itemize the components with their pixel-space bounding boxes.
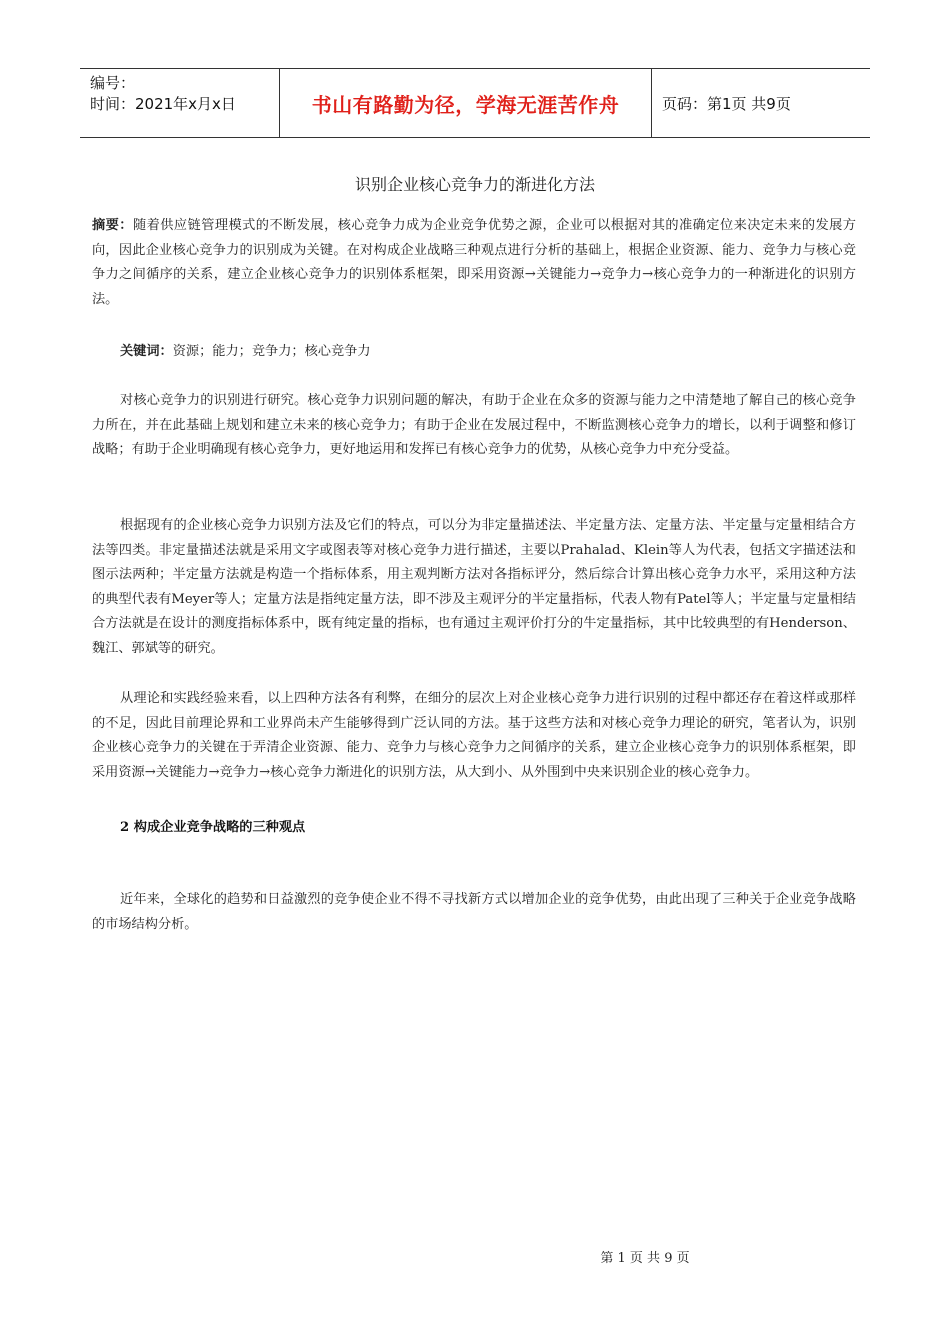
document-title: 识别企业核心竞争力的渐进化方法 xyxy=(354,175,595,194)
document-date: 时间：2021年x月x日 xyxy=(90,95,236,113)
body-paragraph-3: 从理论和实践经验来看，以上四种方法各有利弊，在细分的层次上对企业核心竞争力进行识别的过程中都还存在着这样或那样的不足，因此目前理论界和工业界尚未产生能够得到广泛认同的方法。基于这些方法和对核心竞争力理论的研究，笔者认为，识别企业核心竞争力的关键在于弄清企业资源、能力、竞争力与核心竞争力之间循序的关系，建立企业核心竞争力的识别体系框架，即采用资源→关键能力→竞争力→核心竞争力渐进化的识别方法，从大到小、从外围到中央来识别企业的核心竞争力。 xyxy=(92,691,856,780)
header-meta xyxy=(80,69,280,137)
page-footer: 第 1 页 共 9 页 xyxy=(600,1251,690,1266)
abstract-label: 摘要： xyxy=(92,218,133,233)
document-number-label: 编号： xyxy=(90,74,136,92)
abstract-text: 随着供应链管理模式的不断发展，核心竞争力成为企业竞争优势之源，企业可以根据对其的准确定位来决定未来的发展方向，因此企业核心竞争力的识别成为关键。在对构成企业战略三种观点进行分析的基础上，根据企业资源、能力、竞争力与核心竞争力之间循序的关系，建立企业核心竞争力的识别体系框架，即采用资源→关键能力→竞争力→核心竞争力的一种渐进化的识别方法。 xyxy=(92,218,856,307)
body-paragraph-2: 根据现有的企业核心竞争力识别方法及它们的特点，可以分为非定量描述法、半定量方法、定量方法、半定量与定量相结合方法等四类。非定量描述法就是采用文字或图表等对核心竞争力进行描述，主要以Prahalad、Klein等人为代表，包括文字描述法和图示法两种；半定量方法就是构造一个指标体系，用主观判断方法对各指标评分，然后综合计算出核心竞争力水平，采用这种方法的典型代表有Meyer等人；定量方法是指纯定量方法，即不涉及主观评分的半定量指标，代表人物有Patel等人；半定量与定量相结合方法就是在设计的测度指标体系中，既有纯定量的指标，也有通过主观评价打分的牛定量指标，其中比较典型的有Henderson、魏江、郭斌等的研究。 xyxy=(92,518,856,656)
keywords-paragraph xyxy=(120,340,856,365)
body-paragraph-1: 对核心竞争力的识别进行研究。核心竞争力识别问题的解决，有助于企业在众多的资源与能力之中清楚地了解自己的核心竞争力所在，并在此基础上规划和建立未来的核心竞争力；有助于企业在发展过程中，不断监测核心竞争力的增长，以利于调整和修订战略；有助于企业明确现有核心竞争力，更好地运用和发挥已有核心竞争力的优势，从核心竞争力中充分受益。 xyxy=(92,393,856,457)
body-paragraph-4: 近年来，全球化的趋势和日益激烈的竞争使企业不得不寻找新方式以增加企业的竞争优势，由此出现了三种关于企业竞争战略的市场结构分析。 xyxy=(92,892,856,932)
header-page-info: 页码：第1页 共9页 xyxy=(662,94,791,113)
header-motto: 书山有路勤为径，学海无涯苦作舟 xyxy=(280,69,652,137)
page-header xyxy=(80,68,870,138)
section-heading: 2 构成企业竞争战略的三种观点 xyxy=(120,820,306,835)
abstract-paragraph xyxy=(92,214,856,312)
keywords-text: 资源；能力；竞争力；核心竞争力 xyxy=(172,344,371,359)
keywords-label: 关键词： xyxy=(120,344,173,359)
